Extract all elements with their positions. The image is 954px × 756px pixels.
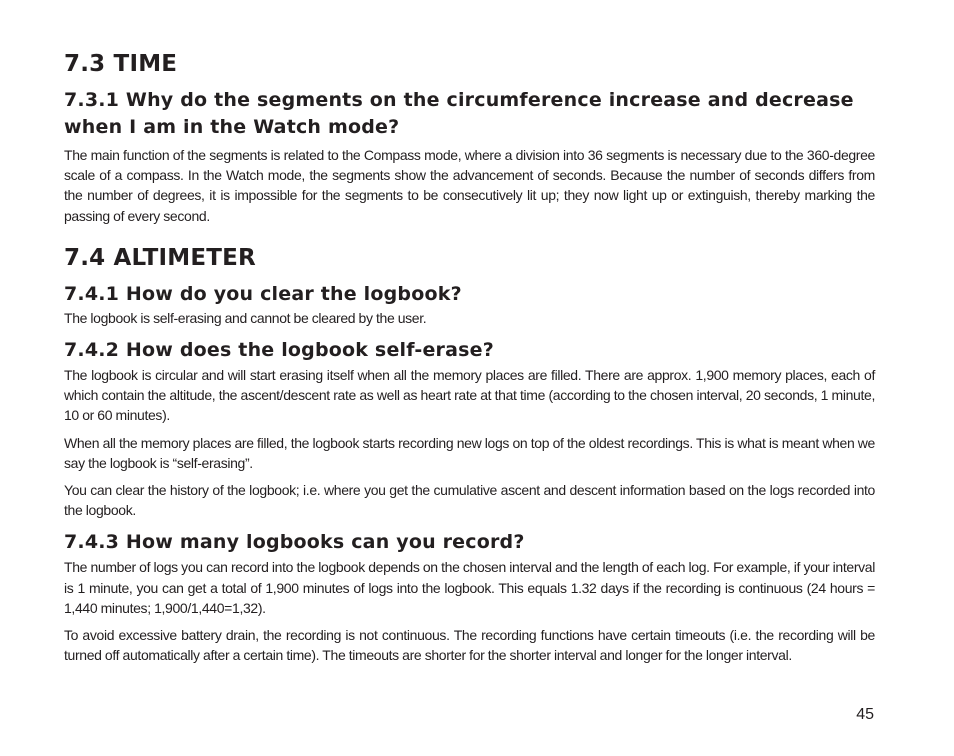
paragraph-7-4-3-battery: To avoid excessive battery drain, the recording is not continuous. The recording functions have certain timeouts (i.e. the recording will be turned off automatically after a certain time). The timeouts are shorter for the shorter interval and longer for the longer interval. [64,627,875,664]
paragraph-7-4-2-self-erasing: When all the memory places are filled, the logbook starts recording new logs on top of the oldest recordings. This is what is meant when we say the logbook is “self-erasing”. [64,434,875,471]
paragraph-7-4-3-capacity: The number of logs you can record into the logbook depends on the chosen interval and the length of each log. For example, if your interval is 1 minute, you can get a total of 1,900 minutes of logs into the logbook. This equals 1.32 days if the recording is continuous (24 hours = 1,440 minutes; 1,900/1,440=1,32). [64,559,875,616]
paragraph-7-4-1-clear-logbook: The logbook is self-erasing and cannot be cleared by the user. [64,309,427,326]
manual-page [64,50,875,665]
paragraph-7-3-1-segments: The main function of the segments is related to the Compass mode, where a division into 36 segments is necessary due to the 360-degree scale of a compass. In the Watch mode, the segments show the advancement of seconds. Because the number of seconds differs from the number of degrees, it is impossible for the segments to be consecutively lit up; they now light up or extinguish, thereby marking the passing of every second. [64,147,875,224]
subsection-title-7-4-3: 7.4.3 How many logbooks can you record? [64,531,525,554]
section-title-7-3: 7.3 TIME [64,51,178,77]
subsection-title-7-4-1: 7.4.1 How do you clear the logbook? [64,282,462,305]
subsection-title-7-3-1: 7.3.1 Why do the segments on the circumference increase and decrease when I am in the Watch mode? [64,89,854,138]
section-title-7-4: 7.4 ALTIMETER [64,244,256,271]
page-number: 45 [856,706,874,723]
paragraph-7-4-2-clear-history: You can clear the history of the logbook; i.e. where you get the cumulative ascent and descent information based on the logs recorded into the logbook. [64,482,875,519]
subsection-title-7-4-2: 7.4.2 How does the logbook self-erase? [64,339,494,362]
paragraph-7-4-2-circular: The logbook is circular and will start erasing itself when all the memory places are filled. There are approx. 1,900 memory places, each of which contain the altitude, the ascent/descent rate as well as heart rate at that time (according to the chosen interval, 20 seconds, 1 minute, 10 or 60 minutes). [64,367,875,424]
